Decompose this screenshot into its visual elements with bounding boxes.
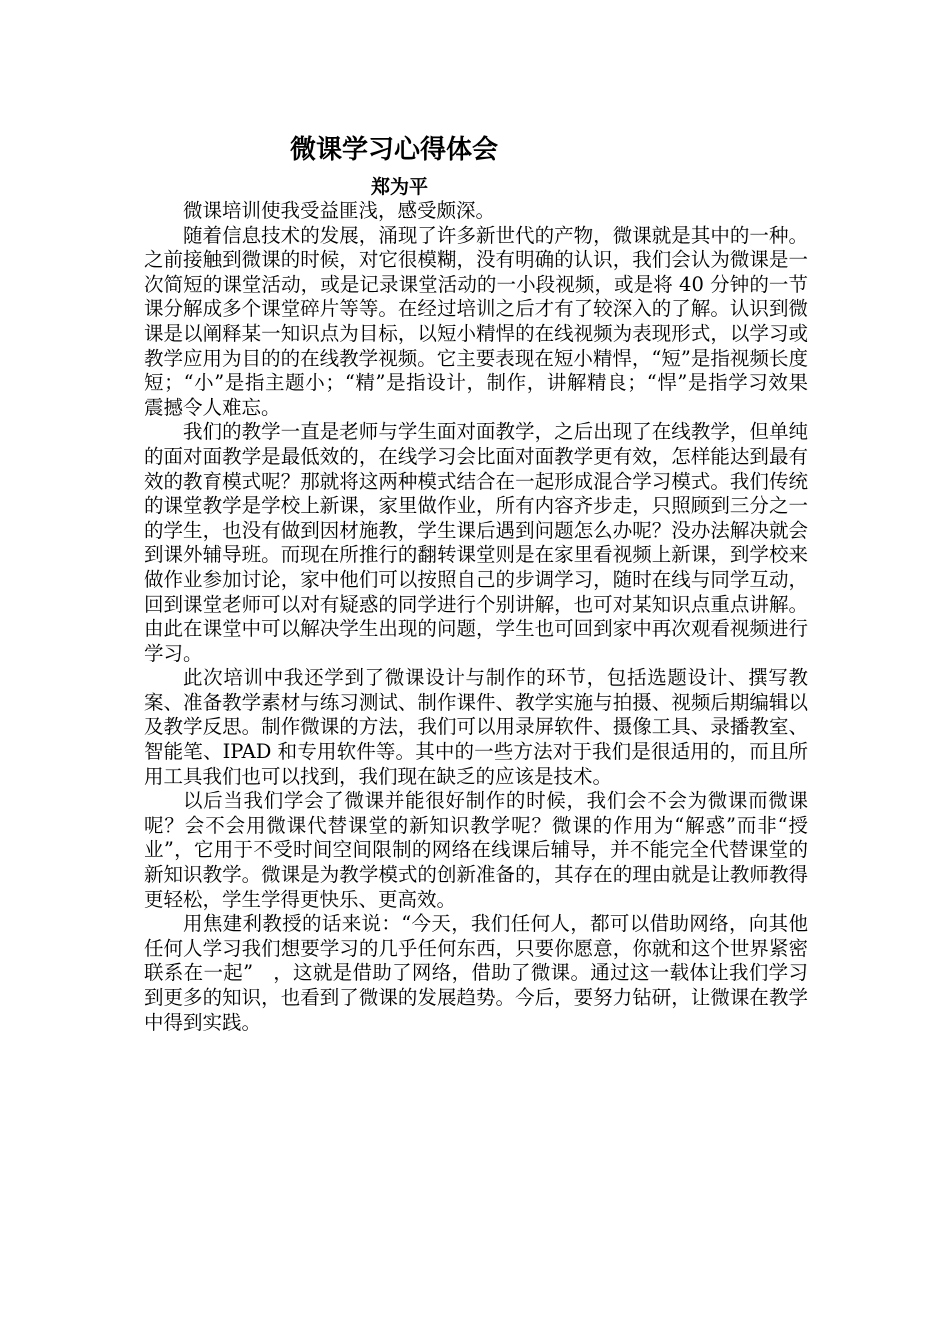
paragraph-design-production: 此次培训中我还学到了微课设计与制作的环节，包括选题设计、撰写教案、准备教学素材与练习测试、制作课件、教学实施与拍摄、视频后期编辑以及教学反思。制作微课的方法，我们可以用录屏软件、摄像工具、录播教室、智能笔、IPAD 和专用软件等。其中的一些方法对于我们是很适用的，而且所用工具我们也可以找到，我们现在缺乏的应该是技术。 [144, 666, 808, 788]
paragraph-blended-learning: 我们的教学一直是老师与学生面对面教学，之后出现了在线教学，但单纯的面对面教学是最低效的，在线学习会比面对面教学更有效，怎样能达到最有效的教育模式呢？那就将这两种模式结合在一起形成混合学习模式。我们传统的课堂教学是学校上新课，家里做作业，所有内容齐步走，只照顾到三分之一的学生，也没有做到因材施教，学生课后遇到问题怎么办呢？没办法解决就会到课外辅导班。而现在所推行的翻转课堂则是在家里看视频上新课，到学校来做作业参加讨论，家中他们可以按照自己的步调学习，随时在线与同学互动，回到课堂老师可以对有疑惑的同学进行个别讲解，也可对某知识点重点讲解。由此在课堂中可以解决学生出现的问题，学生也可回到家中再次观看视频进行学习。 [144, 420, 808, 665]
document-body [144, 199, 808, 1035]
document-author: 郑为平 [371, 176, 429, 198]
paragraph-microlesson-definition: 随着信息技术的发展，涌现了许多新世代的产物，微课就是其中的一种。之前接触到微课的时候，对它很模糊，没有明确的认识，我们会认为微课是一次简短的课堂活动，或是记录课堂活动的一小段视频，或是将 40 分钟的一节课分解成多个课堂碎片等等。在经过培训之后才有了较深入的了解。认识到微课是以阐释某一知识点为目标，以短小精悍的在线视频为表现形式，以学习或教学应用为目的的在线教学视频。它主要表现在短小精悍，“短”是指视频长度短；“小”是指主题小；“精”是指设计，制作，讲解精良；“悍”是指学习效果震撼令人难忘。 [144, 223, 808, 419]
paragraph-intro: 微课培训使我受益匪浅，感受颇深。 [183, 199, 496, 222]
document-title: 微课学习心得体会 [290, 135, 499, 165]
paragraph-role-of-microlessons: 以后当我们学会了微课并能很好制作的时候，我们会不会为微课而微课呢？会不会用微课代替课堂的新知识教学呢？微课的作用为“解惑”而非“授业”，它用于不受时间空间限制的网络在线课后辅导，并不能完全代替课堂的新知识教学。微课是为教学模式的创新准备的，其存在的理由就是让教师教得更轻松，学生学得更快乐、更高效。 [144, 789, 808, 911]
paragraph-conclusion: 用焦建利教授的话来说：“今天，我们任何人，都可以借助网络，向其他任何人学习我们想要学习的几乎任何东西，只要你愿意，你就和这个世界紧密联系在一起” ，这就是借助了网络，借助了微课。通过这一载体让我们学习到更多的知识，也看到了微课的发展趋势。今后，要努力钻研，让微课在教学中得到实践。 [144, 912, 808, 1034]
